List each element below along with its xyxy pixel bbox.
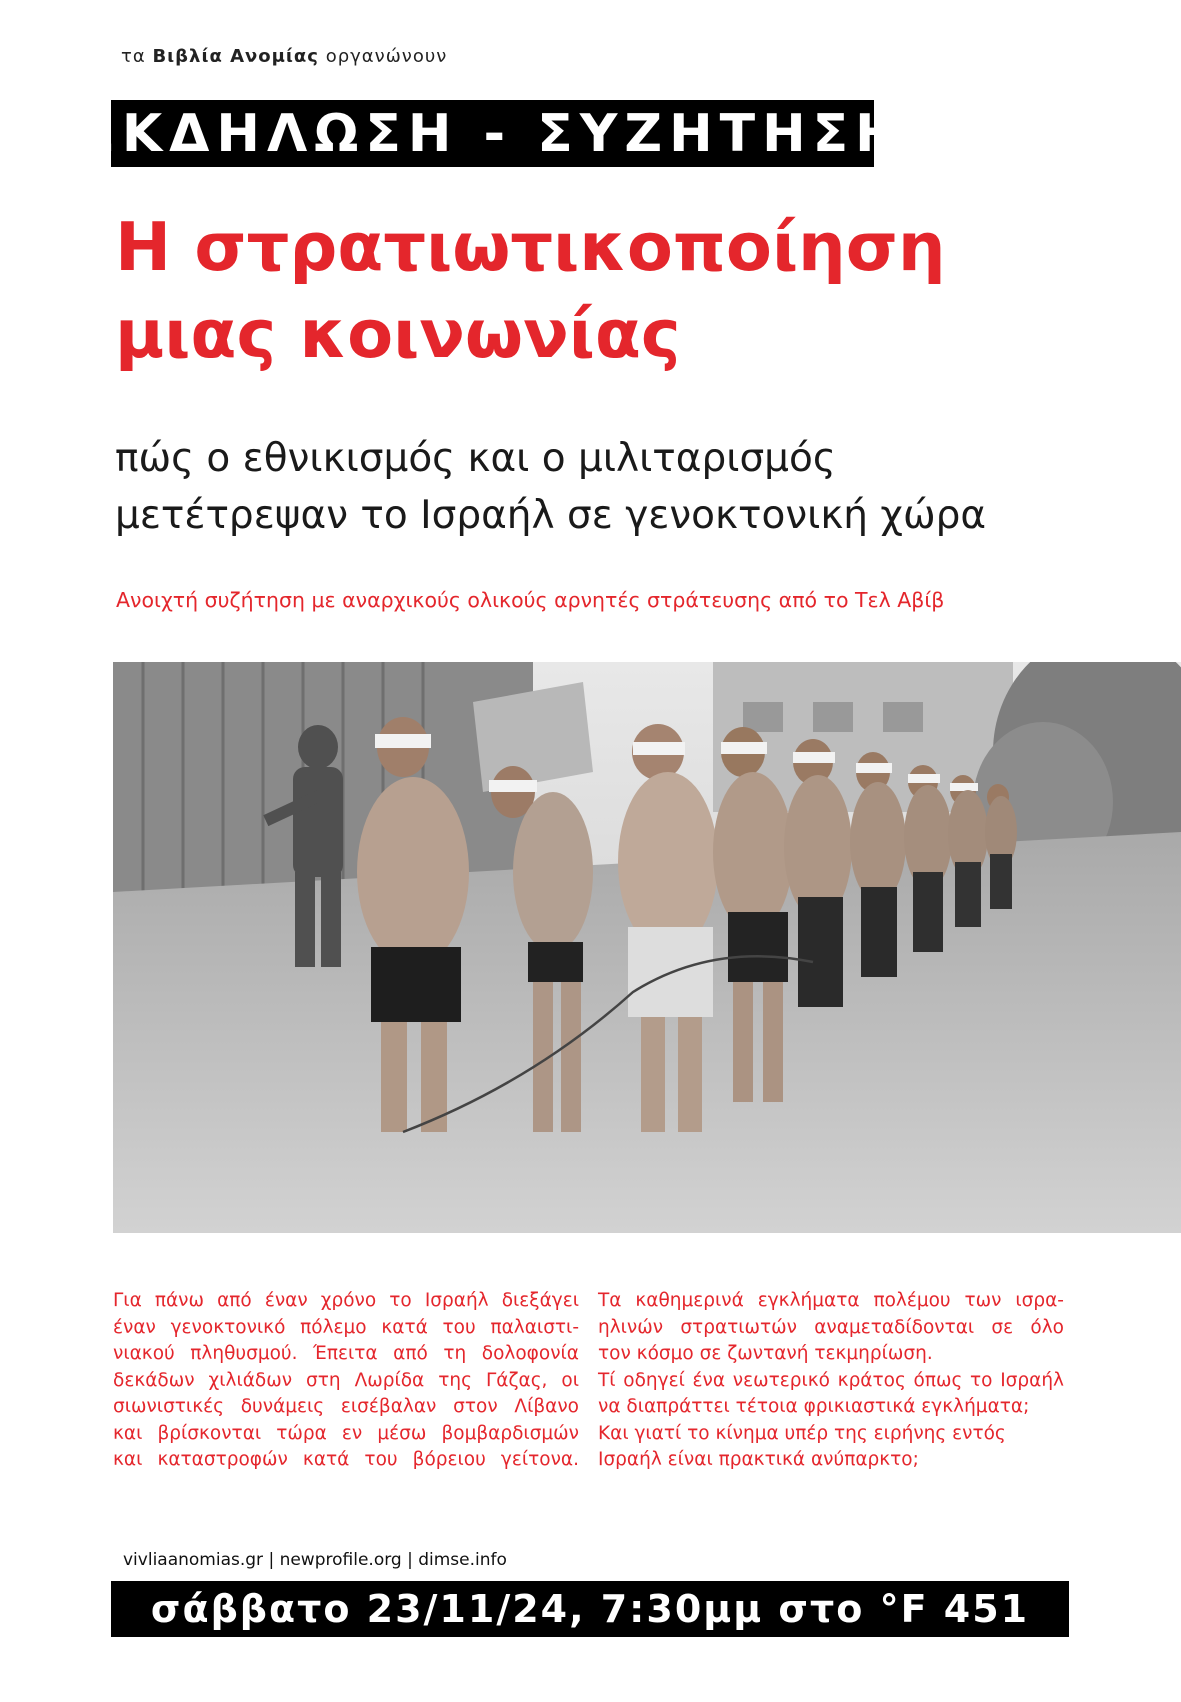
body-left-line-6: και βρίσκονται τώρα εν μέσω βομβαρδισμών: [113, 1422, 579, 1444]
subtitle-line-1: πώς ο εθνικισμός και ο μιλιταρισμός: [115, 436, 836, 481]
organizers-line: [121, 46, 447, 67]
event-type-banner: [79, 100, 906, 167]
main-title: [115, 204, 1115, 378]
main-title-line-2: μιας κοινωνίας: [115, 295, 681, 373]
organizers-prefix: τα: [121, 46, 146, 67]
event-type-label: ΕΚΔΗΛΩΣΗ - ΣΥΖΗΤΗΣΗ: [79, 103, 906, 164]
date-venue-banner: [111, 1581, 1069, 1637]
news-photograph: [113, 662, 1181, 1233]
body-left-line-4: δεκάδων χιλιάδων στη Λωρίδα της Γάζας, οι: [113, 1369, 579, 1391]
organizers-name: Βιβλία Ανομίας: [152, 46, 319, 67]
body-left-line-1: Για πάνω από έναν χρόνο το Ισραήλ διεξάγει: [113, 1290, 579, 1311]
body-right-line-2: ηλινών στρατιωτών αναμεταδίδονται σε όλο: [598, 1316, 1064, 1338]
body-left-line-5: σιωνιστικές δυνάμεις εισέβαλαν στον Λίβανο: [113, 1396, 579, 1417]
body-right-line-1: Τα καθημερινά εγκλήματα πολέμου των ισρα-: [598, 1290, 1064, 1311]
body-left-line-3: νιακού πληθυσμού. Έπειτα από τη δολοφονία: [113, 1343, 579, 1364]
body-left-line-7: και καταστροφών κατά του βόρειου γείτονα.: [113, 1449, 579, 1470]
organizers-suffix: οργανώνουν: [325, 46, 448, 67]
body-left-line-2: έναν γενοκτονικό πόλεμο κατά του παλαιστι-: [113, 1316, 579, 1338]
body-right-line-5: να διαπράττει τέτοια φρικιαστικά εγκλήματα;: [598, 1396, 1030, 1417]
body-right-line-4: Τί οδηγεί ένα νεωτερικό κράτος όπως το Ισραήλ: [598, 1369, 1064, 1391]
body-column-right: [598, 1288, 1064, 1474]
tagline: Ανοιχτή συζήτηση με αναρχικούς ολικούς αρνητές στράτευσης από το Τελ Αβίβ: [116, 588, 945, 612]
websites-line: vivliaanomias.gr | newprofile.org | dimse.info: [123, 1550, 507, 1570]
body-right-line-3: τον κόσμο σε ζωντανή τεκμηρίωση.: [598, 1343, 933, 1364]
body-right-line-7: Ισραήλ είναι πρακτικά ανύπαρκτο;: [598, 1449, 919, 1470]
body-right-line-6: Και γιατί το κίνημα υπέρ της ειρήνης εντός: [598, 1422, 1006, 1444]
subtitle: [115, 430, 1165, 544]
subtitle-line-2: μετέτρεψαν το Ισραήλ σε γενοκτονική χώρα: [115, 493, 987, 538]
body-column-left: [113, 1288, 579, 1474]
date-venue-label: σάββατο 23/11/24, 7:30μμ στο °F 451: [150, 1587, 1030, 1631]
photo-illustration: [113, 662, 1181, 1233]
main-title-line-1: Η στρατιωτικοποίηση: [115, 208, 946, 286]
